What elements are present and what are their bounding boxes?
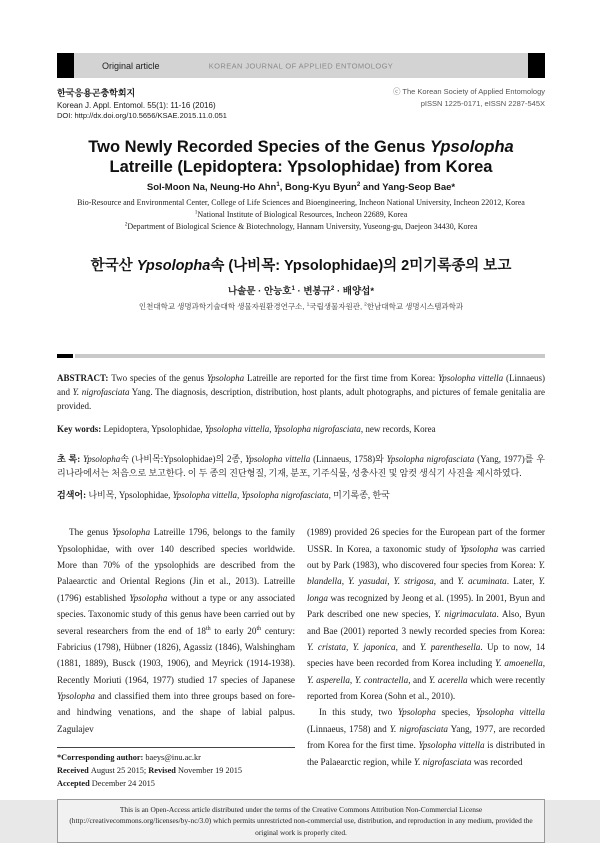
abstract-paragraph: ABSTRACT: Two species of the genus Ypsolopha Latreille are reported for the first time from Korea: Ypsolopha vittella (Linnaeus) and Y. nigrofasciata Yang. The diagnosis, description, distribution, host plants, adult photographs, and pictures of female genitalia are provided. bbox=[57, 373, 546, 412]
footnote-block bbox=[57, 747, 295, 791]
body-column-left bbox=[57, 524, 295, 790]
affiliations bbox=[57, 197, 545, 233]
footnote-rule bbox=[57, 747, 295, 748]
issn-numbers: pISSN 1225-0171, eISSN 2287-545X bbox=[420, 99, 545, 108]
body-paragraph-left: The genus Ypsolopha Latreille 1796, belongs to the family Ypsolophidae, with over 140 described species worldwide. More than 70% of the ypsolophids are described from the Palaearctic and Oriental Regions (Jin et al., 2013). Latreille (1796) established Ypsolopha without a type or any associated species. Taxonomic study of this genus have been carried out by several researchers from the end of 18th to early 20th century: Fabricius (1798), Hübner (1826), Agassiz (1846), Walshingham (1881, 1889), Busck (1903, 1906), and Meyrick (1914-1938). Recently Moriuti (1964, 1977) studied 17 species of Japanese Ypsolopha and classified them into three groups based on fore- and hindwing venations, and the shape of labial palpus. Zagulajev bbox=[57, 527, 295, 734]
affiliation-line-1: Bio-Resource and Environmental Center, College of Life Sciences and Bioengineering, Incheon National University, Incheon 22012, Korea bbox=[77, 198, 525, 208]
header-bar-endcap-right bbox=[528, 53, 545, 78]
body-paragraph-right-1: (1989) provided 26 species for the European part of the former USSR. In Korea, a taxonomic study of Ypsolopha was carried out by Park (1983), who discovered four species from Korea: Y. blandella, Y. yasudai, Y. strigosa, and Y. acuminata. Later, Y. longa was recognized by Jeong et al. (1995). In 2001, Byun and Park described one new species, Y. nigrimaculata. Also, Byun and Bae (2001) reported 3 newly recorded species from Korea: Y. cristata, Y. japonica, and Y. parenthesella. Up to now, 14 species have been recorded from Korea including Y. amoenella, Y. asperella, Y. contractella, and Y. acerella which were recently reported from Korea (Sohn et al., 2010). bbox=[307, 527, 546, 702]
received-revised-line: Received August 25 2015; Revised November 19 2015 bbox=[57, 766, 243, 776]
header-bar bbox=[57, 53, 545, 78]
keywords-line: Key words: Lepidoptera, Ypsolophidae, Ypsolopha vittella, Ypsolopha nigrofasciata, new records, Korea bbox=[57, 424, 436, 435]
doi-link[interactable]: DOI: http://dx.doi.org/10.5656/KSAE.2015.11.0.051 bbox=[57, 111, 227, 120]
body-column-right bbox=[307, 524, 545, 790]
corresponding-author-line: *Corresponding author: baeys@inu.ac.kr bbox=[57, 753, 201, 763]
korean-affiliation: 인천대학교 생명과학기술대학 생물자원환경연구소, $^1$국립생물자원관, $^2$한남대학교 생명시스템과학과 bbox=[138, 302, 464, 312]
article-title: Two Newly Recorded Species of the Genus Ypsolopha Latreille (Lepidoptera: Ypsolophidae) from Korea bbox=[88, 138, 514, 177]
masthead-right bbox=[393, 86, 545, 120]
open-access-license-box: This is an Open-Access article distributed under the terms of the Creative Commons Attribution Non-Commercial License (http://creativecommons.org/licenses/by-nc/3.0) which permits unrestricted non-commercial use, distribution, and reproduction in any medium, provided the original work is properly cited. bbox=[57, 799, 545, 843]
divider-black-segment bbox=[57, 354, 73, 358]
journal-korean-name: 한국응용곤충학회지 bbox=[57, 88, 136, 98]
section-divider bbox=[57, 354, 545, 358]
body-columns bbox=[57, 524, 545, 790]
article-type-label: Original article bbox=[102, 60, 160, 71]
affiliation-line-3: $^2$Department of Biological Science & Biotechnology, Hannam University, Yuseong-gu, Daejeon 34430, Korea bbox=[124, 221, 478, 232]
divider-gray-rule bbox=[75, 354, 545, 358]
header-bar-middle bbox=[74, 53, 528, 78]
accepted-line: Accepted December 24 2015 bbox=[57, 778, 155, 788]
header-bar-endcap-left bbox=[57, 53, 74, 78]
korean-keywords-line: 검색어: 나비목, Ypsolophidae, Ypsolopha vittella, Ypsolopha nigrofasciata, 미기록종, 한국 bbox=[57, 490, 390, 501]
korean-abstract-paragraph: 초 록: Ypsolopha속 (나비목:Ypsolophidae)의 2종, Ypsolopha vittella (Linnaeus, 1758)와 Ypsolopha nigrofasciata (Yang, 1977)를 우리나라에서는 처음으로 보고한다. 이 두 종의 진단형질, 기재, 분포, 기주식물, 성충사진 및 암컷 생식기 사진을 제시하였다. bbox=[57, 453, 545, 478]
masthead-left bbox=[57, 86, 227, 120]
body-paragraph-right-2: In this study, two Ypsolopha species, Ypsolopha vittella (Linnaeus, 1758) and Y. nigrofasciata Yang, 1977, are recorded from Korea for the first time. Ypsolopha vittella is distributed in the Palaearctic region, while Y. nigrofasciata was recorded bbox=[307, 707, 546, 767]
journal-name-label: KOREAN JOURNAL OF APPLIED ENTOMOLOGY bbox=[208, 61, 394, 70]
korean-article-title: 한국산 Ypsolopha속 (나비목: Ypsolophidae)의 2미기록종의 보고 bbox=[90, 258, 512, 275]
korean-author-list: 나솔문 · 안능호$^1$ · 변봉규$^2$ · 배양섭* bbox=[227, 285, 375, 298]
masthead bbox=[57, 86, 545, 120]
journal-citation: Korean J. Appl. Entomol. 55(1): 11-16 (2016) bbox=[57, 101, 216, 110]
author-list: Sol-Moon Na, Neung-Ho Ahn$^1$, Bong-Kyu Byun$^2$ and Yang-Seop Bae* bbox=[146, 181, 456, 194]
copyright-notice: ⓒ The Korean Society of Applied Entomology bbox=[392, 87, 545, 96]
affiliation-line-2: $^1$National Institute of Biological Resources, Incheon 22689, Korea bbox=[194, 209, 408, 220]
